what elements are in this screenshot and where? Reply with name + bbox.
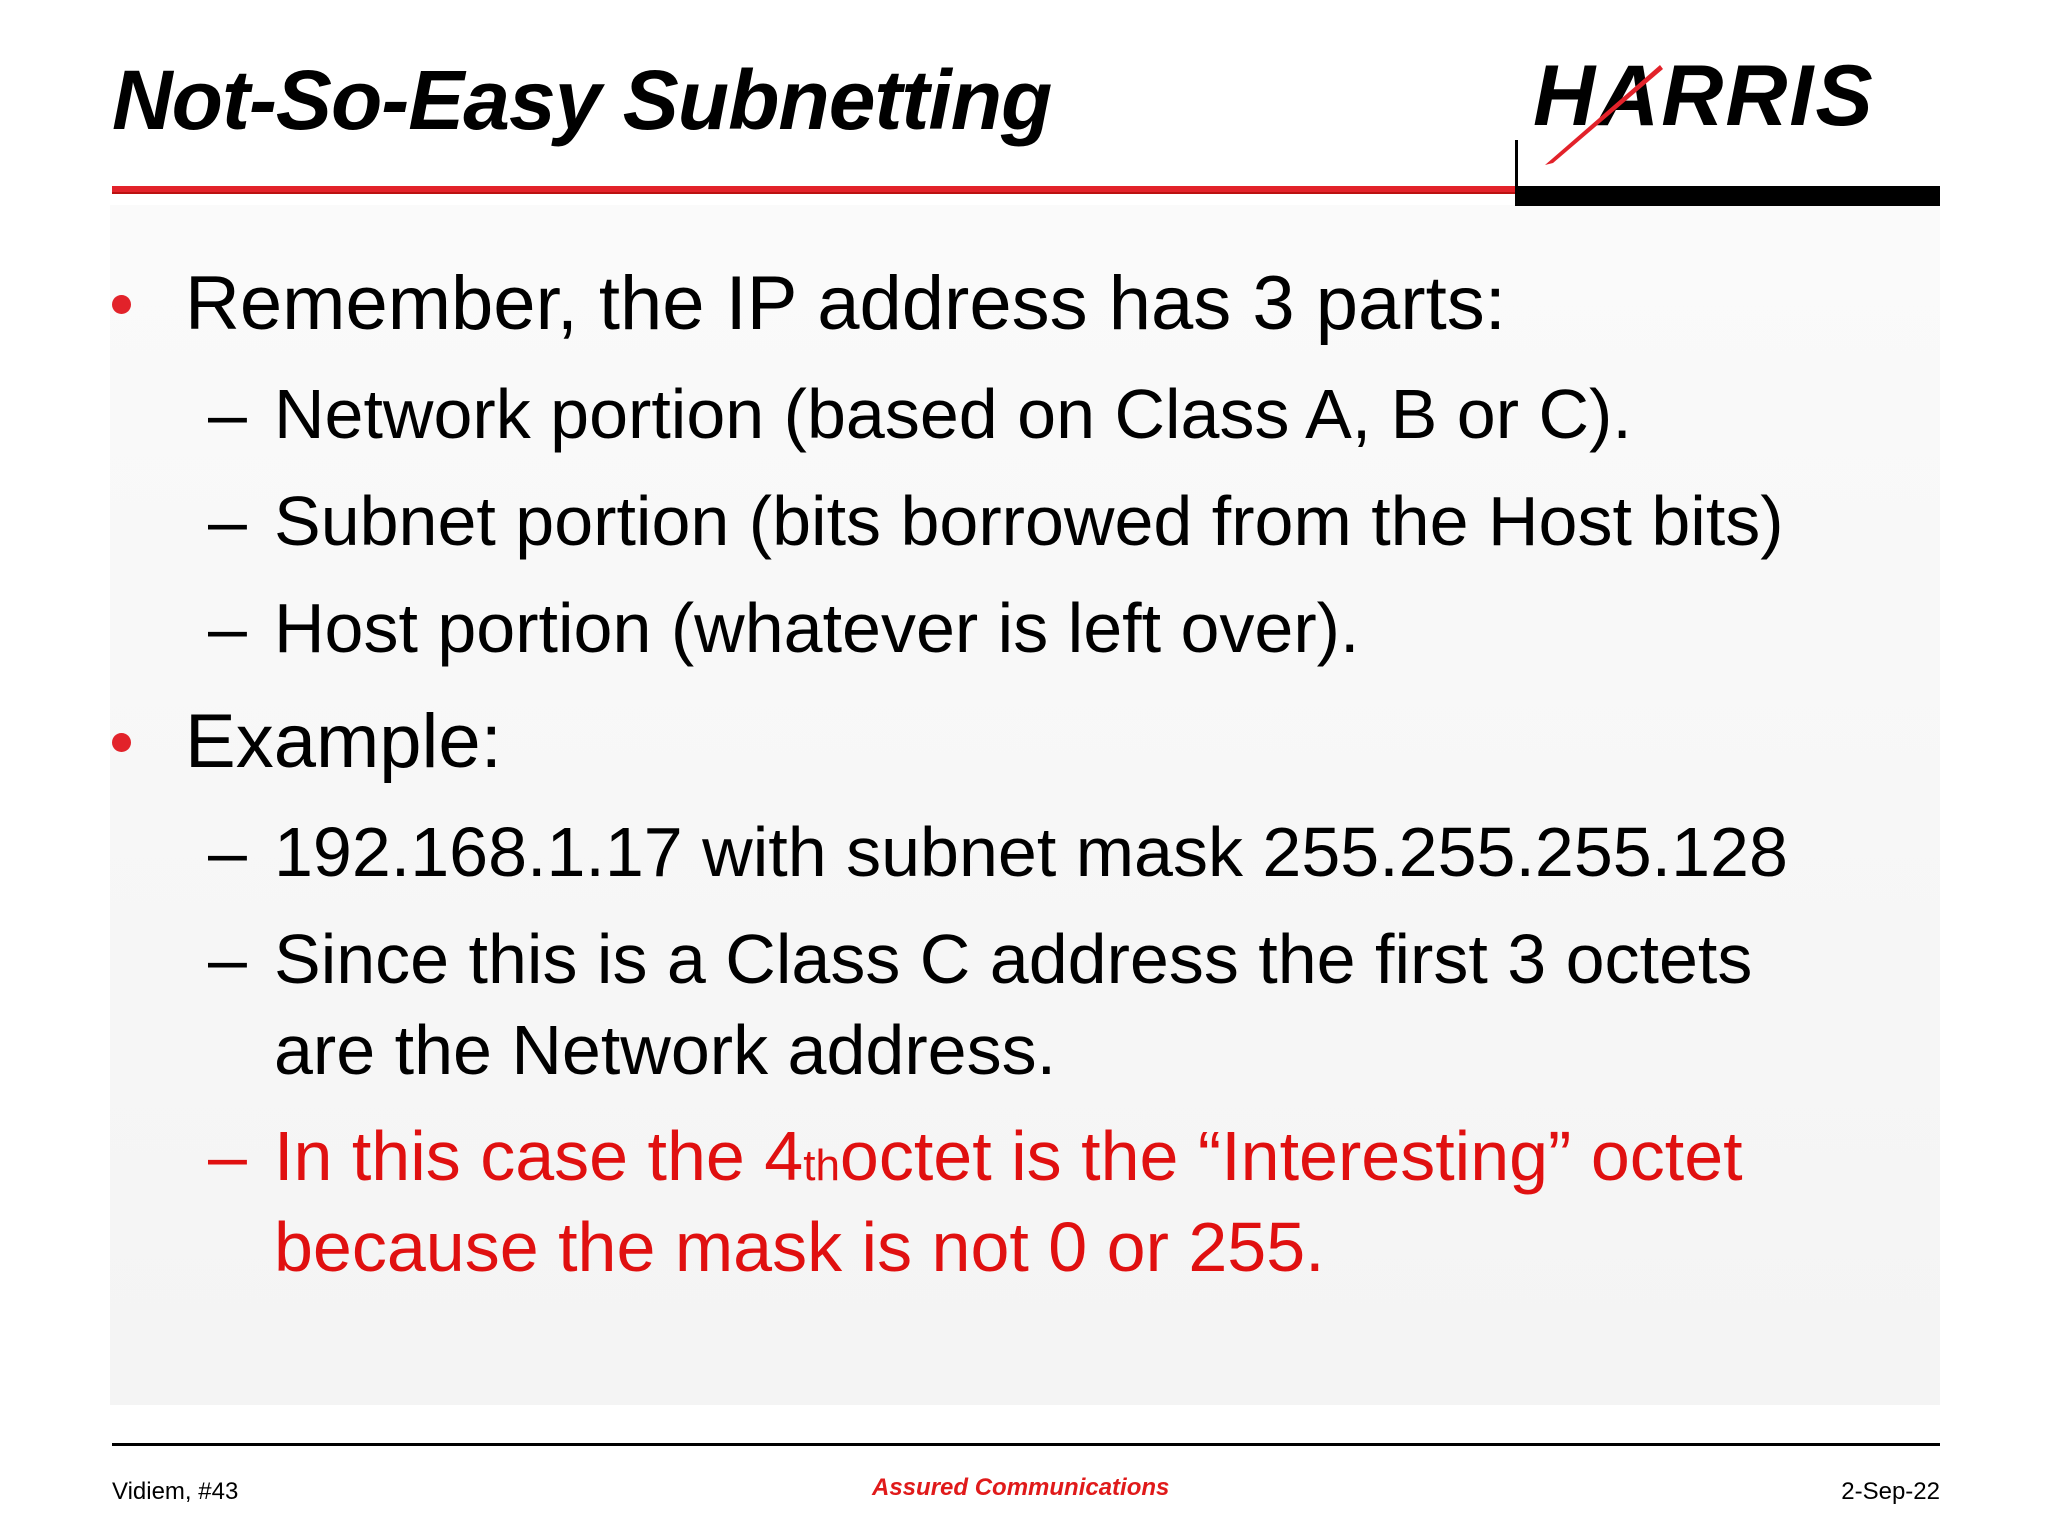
highlight-continuation: because the mask is not 0 or 255. — [274, 1208, 1325, 1286]
highlight-text-post: octet is the “Interesting” octet — [839, 1117, 1743, 1195]
sub-bullet — [208, 584, 1359, 672]
sub-bullet-text: Host portion (whatever is left over). — [274, 589, 1360, 667]
bullet-dot — [112, 733, 131, 752]
sub-bullet — [208, 915, 1752, 1003]
dash: – — [208, 482, 247, 560]
sub-bullet — [208, 370, 1632, 458]
sub-bullet-continuation: are the Network address. — [274, 1011, 1057, 1089]
dash: – — [208, 375, 247, 453]
sub-bullet-text: Network portion (based on Class A, B or C). — [274, 375, 1632, 453]
bullet-dot — [112, 295, 131, 314]
footer-slide-number: Vidiem, #43 — [112, 1478, 239, 1505]
slide-title: Not-So-Easy Subnetting — [112, 53, 1052, 147]
sub-bullet — [208, 477, 1784, 565]
sub-bullet — [208, 808, 1788, 896]
sub-bullet-text: 192.168.1.17 with subnet mask 255.255.255.128 — [274, 813, 1788, 891]
sub-bullet-text: Subnet portion (bits borrowed from the Host bits) — [274, 482, 1784, 560]
dash: – — [208, 1117, 247, 1195]
footer-rule — [112, 1443, 1940, 1446]
footer-tagline: Assured Communications — [872, 1474, 1170, 1501]
harris-logo-text: HARRIS — [1533, 55, 1875, 144]
bullet-1-text: Remember, the IP address has 3 parts: — [185, 261, 1506, 346]
highlight-text-pre: In this case the 4 — [274, 1117, 804, 1195]
sub-bullet-text: Since this is a Class C address the first 3 octets — [274, 920, 1753, 998]
dash: – — [208, 813, 247, 891]
dash: – — [208, 589, 247, 667]
footer-date: 2-Sep-22 — [1841, 1478, 1940, 1505]
bullet-2-text: Example: — [185, 699, 502, 784]
dash: – — [208, 920, 247, 998]
highlight-sub-bullet: – In this case the 4 th octet is the “Interesting” octet — [208, 1112, 1743, 1200]
